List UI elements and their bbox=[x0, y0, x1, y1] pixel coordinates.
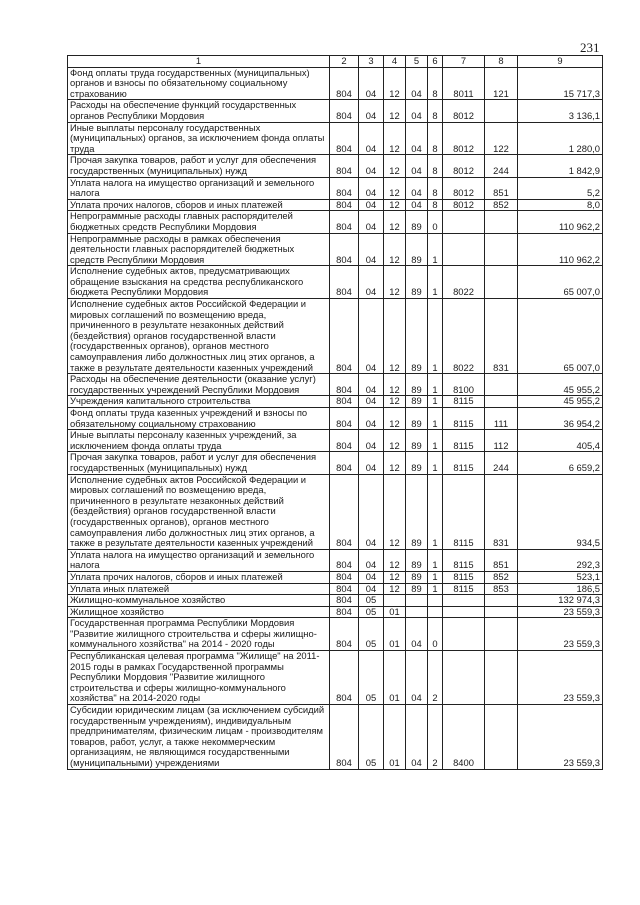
subsection-code: 12 bbox=[384, 199, 406, 211]
table-row bbox=[68, 408, 603, 430]
target-article-code: 8012 bbox=[443, 199, 485, 211]
row-name: Прочая закупка товаров, работ и услуг для обеспечения государственных (муниципальных) нужд bbox=[68, 155, 330, 177]
row-name: Фонд оплаты труда казенных учреждений и взносы по обязательному социальному страхованию bbox=[68, 408, 330, 430]
amount: 1 842,9 bbox=[518, 155, 603, 177]
expense-type-code bbox=[485, 100, 518, 122]
subprogram-code: 1 bbox=[428, 549, 443, 571]
row-name: Фонд оплаты труда государственных (муниципальных) органов и взносы по обязательному социальному страхованию bbox=[68, 67, 330, 100]
subsection-code: 12 bbox=[384, 571, 406, 583]
amount: 45 955,2 bbox=[518, 396, 603, 408]
subprogram-code bbox=[428, 606, 443, 618]
row-name: Исполнение судебных актов Российской Федерации и мировых соглашений по возмещению вреда, причиненного в результате незаконных действий (бездействия) органов государственной власти (государственных органов), органов местного самоуправления либо должностных лиц этих органов, а также в результате деятельности казенных учреждений bbox=[68, 474, 330, 549]
admin-code: 804 bbox=[330, 211, 359, 233]
expense-type-code: 851 bbox=[485, 549, 518, 571]
table-row bbox=[68, 100, 603, 122]
section-code: 04 bbox=[359, 100, 384, 122]
program-code: 89 bbox=[406, 299, 428, 374]
amount: 110 962,2 bbox=[518, 211, 603, 233]
expense-type-code: 111 bbox=[485, 408, 518, 430]
column-header: 3 bbox=[359, 56, 384, 68]
section-code: 04 bbox=[359, 374, 384, 396]
subprogram-code: 8 bbox=[428, 67, 443, 100]
amount: 36 954,2 bbox=[518, 408, 603, 430]
program-code: 89 bbox=[406, 233, 428, 266]
subsection-code: 12 bbox=[384, 474, 406, 549]
row-name: Непрограммные расходы главных распорядителей бюджетных средств Республики Мордовия bbox=[68, 211, 330, 233]
section-code: 05 bbox=[359, 606, 384, 618]
program-code: 04 bbox=[406, 651, 428, 705]
subprogram-code: 1 bbox=[428, 583, 443, 595]
subsection-code: 01 bbox=[384, 618, 406, 651]
subsection-code: 12 bbox=[384, 396, 406, 408]
admin-code: 804 bbox=[330, 474, 359, 549]
admin-code: 804 bbox=[330, 651, 359, 705]
subsection-code: 12 bbox=[384, 100, 406, 122]
subsection-code: 12 bbox=[384, 452, 406, 474]
subsection-code: 12 bbox=[384, 177, 406, 199]
row-name: Исполнение судебных актов Российской Федерации и мировых соглашений по возмещению вреда, причиненного в результате незаконных действий (бездействия) органов государственной власти (государственных органов), органов местного самоуправления либо должностных лиц этих органов, а также в результате деятельности казенных учреждений bbox=[68, 299, 330, 374]
amount: 405,4 bbox=[518, 430, 603, 452]
subprogram-code: 1 bbox=[428, 374, 443, 396]
subsection-code: 12 bbox=[384, 67, 406, 100]
table-row bbox=[68, 233, 603, 266]
expense-type-code: 831 bbox=[485, 299, 518, 374]
amount: 65 007,0 bbox=[518, 266, 603, 299]
subsection-code: 12 bbox=[384, 374, 406, 396]
expense-type-code: 244 bbox=[485, 155, 518, 177]
column-header: 5 bbox=[406, 56, 428, 68]
table-row bbox=[68, 177, 603, 199]
admin-code: 804 bbox=[330, 155, 359, 177]
target-article-code bbox=[443, 595, 485, 607]
amount: 292,3 bbox=[518, 549, 603, 571]
admin-code: 804 bbox=[330, 199, 359, 211]
subprogram-code: 1 bbox=[428, 299, 443, 374]
section-code: 04 bbox=[359, 474, 384, 549]
row-name: Субсидии юридическим лицам (за исключением субсидий государственным учреждениям), индивидуальным предпринимателям, физическим лицам - производителям товаров, работ, услуг, а также некоммерческим организациям, не являющимся государственными (муниципальными) учреждениями bbox=[68, 705, 330, 770]
subsection-code: 12 bbox=[384, 408, 406, 430]
program-code: 89 bbox=[406, 211, 428, 233]
expense-type-code: 112 bbox=[485, 430, 518, 452]
amount: 110 962,2 bbox=[518, 233, 603, 266]
section-code: 04 bbox=[359, 122, 384, 155]
subsection-code: 01 bbox=[384, 606, 406, 618]
program-code: 89 bbox=[406, 266, 428, 299]
program-code: 89 bbox=[406, 396, 428, 408]
expense-type-code: 853 bbox=[485, 583, 518, 595]
amount: 65 007,0 bbox=[518, 299, 603, 374]
row-name: Уплата прочих налогов, сборов и иных платежей bbox=[68, 571, 330, 583]
program-code: 89 bbox=[406, 374, 428, 396]
row-name: Жилищное хозяйство bbox=[68, 606, 330, 618]
expense-type-code: 244 bbox=[485, 452, 518, 474]
target-article-code: 8012 bbox=[443, 155, 485, 177]
table-row bbox=[68, 374, 603, 396]
row-name: Непрограммные расходы в рамках обеспечения деятельности главных распорядителей бюджетных средств Республики Мордовия bbox=[68, 233, 330, 266]
subsection-code: 12 bbox=[384, 266, 406, 299]
amount: 186,5 bbox=[518, 583, 603, 595]
row-name: Уплата прочих налогов, сборов и иных платежей bbox=[68, 199, 330, 211]
target-article-code: 8115 bbox=[443, 583, 485, 595]
program-code: 89 bbox=[406, 549, 428, 571]
table-row bbox=[68, 396, 603, 408]
section-code: 04 bbox=[359, 177, 384, 199]
admin-code: 804 bbox=[330, 233, 359, 266]
program-code: 04 bbox=[406, 100, 428, 122]
program-code: 89 bbox=[406, 430, 428, 452]
subsection-code: 12 bbox=[384, 583, 406, 595]
subprogram-code: 1 bbox=[428, 571, 443, 583]
table-row bbox=[68, 571, 603, 583]
program-code: 04 bbox=[406, 618, 428, 651]
subprogram-code: 1 bbox=[428, 430, 443, 452]
subsection-code: 12 bbox=[384, 233, 406, 266]
subprogram-code: 2 bbox=[428, 651, 443, 705]
subsection-code: 01 bbox=[384, 651, 406, 705]
table-row bbox=[68, 266, 603, 299]
admin-code: 804 bbox=[330, 122, 359, 155]
section-code: 04 bbox=[359, 199, 384, 211]
section-code: 05 bbox=[359, 705, 384, 770]
row-name: Учреждения капитального строительства bbox=[68, 396, 330, 408]
program-code bbox=[406, 595, 428, 607]
amount: 15 717,3 bbox=[518, 67, 603, 100]
target-article-code: 8012 bbox=[443, 177, 485, 199]
subsection-code: 01 bbox=[384, 705, 406, 770]
admin-code: 804 bbox=[330, 595, 359, 607]
subsection-code: 12 bbox=[384, 430, 406, 452]
admin-code: 804 bbox=[330, 618, 359, 651]
expense-type-code bbox=[485, 595, 518, 607]
program-code: 04 bbox=[406, 705, 428, 770]
target-article-code: 8400 bbox=[443, 705, 485, 770]
table-row bbox=[68, 595, 603, 607]
admin-code: 804 bbox=[330, 408, 359, 430]
target-article-code bbox=[443, 233, 485, 266]
program-code: 04 bbox=[406, 122, 428, 155]
target-article-code bbox=[443, 651, 485, 705]
target-article-code bbox=[443, 606, 485, 618]
amount: 45 955,2 bbox=[518, 374, 603, 396]
program-code: 89 bbox=[406, 452, 428, 474]
table-row bbox=[68, 122, 603, 155]
expense-type-code: 851 bbox=[485, 177, 518, 199]
expense-type-code: 122 bbox=[485, 122, 518, 155]
program-code bbox=[406, 606, 428, 618]
subprogram-code: 8 bbox=[428, 122, 443, 155]
expense-type-code bbox=[485, 618, 518, 651]
subprogram-code bbox=[428, 595, 443, 607]
column-header: 9 bbox=[518, 56, 603, 68]
section-code: 04 bbox=[359, 583, 384, 595]
target-article-code: 8115 bbox=[443, 571, 485, 583]
target-article-code: 8012 bbox=[443, 100, 485, 122]
admin-code: 804 bbox=[330, 177, 359, 199]
column-header: 4 bbox=[384, 56, 406, 68]
admin-code: 804 bbox=[330, 606, 359, 618]
table-row bbox=[68, 67, 603, 100]
admin-code: 804 bbox=[330, 571, 359, 583]
admin-code: 804 bbox=[330, 583, 359, 595]
program-code: 89 bbox=[406, 571, 428, 583]
subsection-code: 12 bbox=[384, 211, 406, 233]
expense-type-code bbox=[485, 606, 518, 618]
subsection-code bbox=[384, 595, 406, 607]
row-name: Государственная программа Республики Мордовия "Развитие жилищного строительства и сферы жилищно-коммунального хозяйства" на 2014 - 2020 годы bbox=[68, 618, 330, 651]
section-code: 04 bbox=[359, 396, 384, 408]
expense-type-code: 852 bbox=[485, 571, 518, 583]
amount: 3 136,1 bbox=[518, 100, 603, 122]
subprogram-code: 1 bbox=[428, 266, 443, 299]
section-code: 04 bbox=[359, 211, 384, 233]
target-article-code: 8012 bbox=[443, 122, 485, 155]
row-name: Иные выплаты персоналу государственных (муниципальных) органов, за исключением фонда оплаты труда bbox=[68, 122, 330, 155]
target-article-code: 8115 bbox=[443, 408, 485, 430]
amount: 934,5 bbox=[518, 474, 603, 549]
row-name: Иные выплаты персоналу казенных учреждений, за исключением фонда оплаты труда bbox=[68, 430, 330, 452]
admin-code: 804 bbox=[330, 299, 359, 374]
section-code: 04 bbox=[359, 408, 384, 430]
amount: 6 659,2 bbox=[518, 452, 603, 474]
target-article-code bbox=[443, 618, 485, 651]
subsection-code: 12 bbox=[384, 299, 406, 374]
amount: 23 559,3 bbox=[518, 651, 603, 705]
column-header: 8 bbox=[485, 56, 518, 68]
table-row bbox=[68, 705, 603, 770]
section-code: 04 bbox=[359, 155, 384, 177]
expense-type-code: 852 bbox=[485, 199, 518, 211]
expense-type-code bbox=[485, 396, 518, 408]
budget-table bbox=[67, 55, 603, 770]
section-code: 04 bbox=[359, 430, 384, 452]
column-header: 6 bbox=[428, 56, 443, 68]
target-article-code: 8022 bbox=[443, 299, 485, 374]
subsection-code: 12 bbox=[384, 155, 406, 177]
subprogram-code: 8 bbox=[428, 155, 443, 177]
program-code: 89 bbox=[406, 583, 428, 595]
amount: 5,2 bbox=[518, 177, 603, 199]
subprogram-code: 1 bbox=[428, 396, 443, 408]
row-name: Республиканская целевая программа "Жилище" на 2011-2015 годы в рамках Государственной программы Республики Мордовия "Развитие жилищного строительства и сферы жилищно-коммунального хозяйства" на 2014-2020 годы bbox=[68, 651, 330, 705]
subprogram-code: 1 bbox=[428, 233, 443, 266]
section-code: 04 bbox=[359, 571, 384, 583]
row-name: Жилищно-коммунальное хозяйство bbox=[68, 595, 330, 607]
program-code: 04 bbox=[406, 199, 428, 211]
row-name: Уплата налога на имущество организаций и земельного налога bbox=[68, 549, 330, 571]
expense-type-code bbox=[485, 211, 518, 233]
section-code: 04 bbox=[359, 266, 384, 299]
program-code: 89 bbox=[406, 474, 428, 549]
subprogram-code: 1 bbox=[428, 474, 443, 549]
program-code: 04 bbox=[406, 67, 428, 100]
row-name: Расходы на обеспечение деятельности (оказание услуг) государственных учреждений Республики Мордовия bbox=[68, 374, 330, 396]
admin-code: 804 bbox=[330, 705, 359, 770]
expense-type-code bbox=[485, 266, 518, 299]
amount: 132 974,3 bbox=[518, 595, 603, 607]
expense-type-code bbox=[485, 233, 518, 266]
subprogram-code: 1 bbox=[428, 452, 443, 474]
row-name: Расходы на обеспечение функций государственных органов Республики Мордовия bbox=[68, 100, 330, 122]
table-row bbox=[68, 430, 603, 452]
column-header: 7 bbox=[443, 56, 485, 68]
subprogram-code: 8 bbox=[428, 199, 443, 211]
section-code: 05 bbox=[359, 618, 384, 651]
row-name: Уплата налога на имущество организаций и земельного налога bbox=[68, 177, 330, 199]
admin-code: 804 bbox=[330, 430, 359, 452]
column-header: 1 bbox=[68, 56, 330, 68]
table-row bbox=[68, 155, 603, 177]
program-code: 04 bbox=[406, 177, 428, 199]
amount: 1 280,0 bbox=[518, 122, 603, 155]
section-code: 04 bbox=[359, 67, 384, 100]
table-row bbox=[68, 549, 603, 571]
admin-code: 804 bbox=[330, 549, 359, 571]
table-row bbox=[68, 299, 603, 374]
section-code: 04 bbox=[359, 549, 384, 571]
target-article-code bbox=[443, 211, 485, 233]
table-row bbox=[68, 452, 603, 474]
target-article-code: 8011 bbox=[443, 67, 485, 100]
admin-code: 804 bbox=[330, 396, 359, 408]
table-body bbox=[68, 67, 603, 769]
subprogram-code: 8 bbox=[428, 177, 443, 199]
amount: 23 559,3 bbox=[518, 618, 603, 651]
header-row bbox=[68, 56, 603, 68]
target-article-code: 8115 bbox=[443, 549, 485, 571]
section-code: 05 bbox=[359, 651, 384, 705]
admin-code: 804 bbox=[330, 67, 359, 100]
row-name: Прочая закупка товаров, работ и услуг для обеспечения государственных (муниципальных) нужд bbox=[68, 452, 330, 474]
target-article-code: 8100 bbox=[443, 374, 485, 396]
subprogram-code: 8 bbox=[428, 100, 443, 122]
page-number: 231 bbox=[580, 40, 600, 55]
subprogram-code: 0 bbox=[428, 618, 443, 651]
table-row bbox=[68, 651, 603, 705]
table-row bbox=[68, 199, 603, 211]
table-row bbox=[68, 618, 603, 651]
admin-code: 804 bbox=[330, 452, 359, 474]
amount: 23 559,3 bbox=[518, 606, 603, 618]
expense-type-code bbox=[485, 651, 518, 705]
target-article-code: 8022 bbox=[443, 266, 485, 299]
expense-type-code: 831 bbox=[485, 474, 518, 549]
target-article-code: 8115 bbox=[443, 396, 485, 408]
target-article-code: 8115 bbox=[443, 474, 485, 549]
expense-type-code bbox=[485, 705, 518, 770]
section-code: 05 bbox=[359, 595, 384, 607]
expense-type-code: 121 bbox=[485, 67, 518, 100]
row-name: Уплата иных платежей bbox=[68, 583, 330, 595]
admin-code: 804 bbox=[330, 374, 359, 396]
amount: 23 559,3 bbox=[518, 705, 603, 770]
subprogram-code: 2 bbox=[428, 705, 443, 770]
admin-code: 804 bbox=[330, 100, 359, 122]
subprogram-code: 0 bbox=[428, 211, 443, 233]
target-article-code: 8115 bbox=[443, 430, 485, 452]
subprogram-code: 1 bbox=[428, 408, 443, 430]
admin-code: 804 bbox=[330, 266, 359, 299]
table-row bbox=[68, 211, 603, 233]
program-code: 89 bbox=[406, 408, 428, 430]
amount: 523,1 bbox=[518, 571, 603, 583]
subsection-code: 12 bbox=[384, 122, 406, 155]
amount: 8,0 bbox=[518, 199, 603, 211]
expense-type-code bbox=[485, 374, 518, 396]
table-row bbox=[68, 583, 603, 595]
table-row bbox=[68, 606, 603, 618]
column-header: 2 bbox=[330, 56, 359, 68]
section-code: 04 bbox=[359, 452, 384, 474]
target-article-code: 8115 bbox=[443, 452, 485, 474]
section-code: 04 bbox=[359, 299, 384, 374]
section-code: 04 bbox=[359, 233, 384, 266]
table-row bbox=[68, 474, 603, 549]
program-code: 04 bbox=[406, 155, 428, 177]
subsection-code: 12 bbox=[384, 549, 406, 571]
row-name: Исполнение судебных актов, предусматривающих обращение взыскания на средства республиканского бюджета Республики Мордовия bbox=[68, 266, 330, 299]
